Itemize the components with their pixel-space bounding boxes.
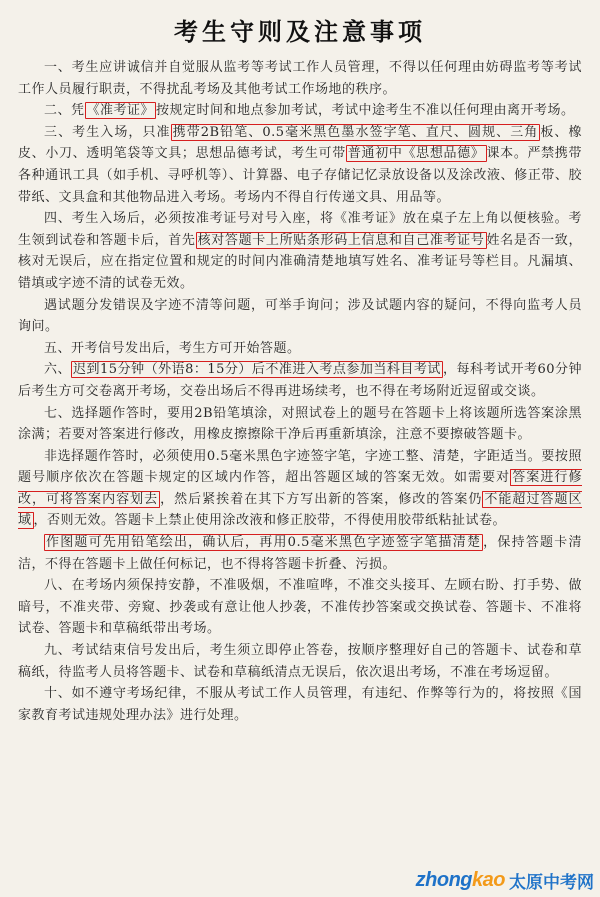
rule-text: 姓名是否一致，核对无误后，应在指定位置和规定的时间内准确清楚地填写姓名、准考证号等栏目。凡漏填、错填或字迹不清的试卷无效。 [18, 232, 582, 291]
highlighted-text: 答案进行修改，可将答案内容划去 [18, 470, 582, 507]
watermark-site-name: 太原中考网 [509, 872, 594, 892]
rule-paragraph [18, 446, 582, 532]
rule-text: 课本。严禁携带各种通讯工具（如手机、寻呼机等）、计算器、电子存储记忆录放设备以及涂改液、修正带、胶带纸、文具盒和其他物品进入考场。考场内不得自行传递文具、用品等。 [18, 146, 582, 205]
rule-text: ，保持答题卡清洁，不得在答题卡上做任何标记，也不得将答题卡折叠、污损。 [18, 535, 582, 572]
rule-text: 六、 [44, 362, 72, 378]
rule-paragraph [18, 640, 582, 683]
document-title: 考生守则及注意事项 [174, 17, 426, 46]
rule-text: 十、如不遵守考场纪律，不服从考试工作人员管理，有违纪、作弊等行为的，将按照《国家教育考试违规处理办法》进行处理。 [18, 686, 582, 723]
highlighted-text: 普通初中《思想品德》 [347, 146, 485, 162]
rule-text: 五、开考信号发出后，考生方可开始答题。 [44, 340, 301, 356]
rule-text: 非选择题作答时，必须使用0.5毫米黑色字迹签字笔，字迹工整、清楚，字距适当。要按照题号顺序依次在答题卡规定的区域内作答，超出答题区域的答案无效。如需要对 [18, 448, 582, 486]
highlighted-text: 迟到15分钟（外语8：15分）后不准进入考点参加当科目考试 [73, 362, 441, 378]
rule-paragraph [18, 403, 582, 446]
rules-body [18, 57, 582, 726]
highlighted-text: 作图题可先用铅笔绘出，确认后，再用0.5毫米黑色字迹签字笔描清楚 [46, 535, 482, 551]
highlighted-text: 携带2B铅笔、0.5毫米黑色墨水签字笔、直尺、圆规、三角 [172, 124, 539, 140]
rule-paragraph [18, 57, 582, 100]
rule-paragraph [18, 338, 582, 360]
rule-paragraph [18, 532, 582, 575]
watermark-kao: kao [472, 868, 505, 891]
highlighted-text: 《准考证》 [86, 103, 155, 119]
rule-text: 遇试题分发错误及字迹不清等问题，可举手询问；涉及试题内容的疑问，不得向监考人员询问。 [18, 297, 582, 335]
rule-paragraph [18, 208, 582, 294]
rule-text: 按规定时间和地点参加考试，考试中途考生不准以任何理由离开考场。 [156, 103, 575, 119]
rule-text: 四、考生入场后，必须按准考证号对号入座，将《准考证》放在桌子左上角以便核验。考生领到试卷和答题卡后，首先 [18, 211, 582, 248]
rule-text: 一、考生应讲诚信并自觉服从监考等考试工作人员管理，不得以任何理由妨碍监考等考试工作人员履行职责，不得扰乱考场及其他考试工作场地的秩序。 [18, 60, 582, 97]
site-watermark [410, 867, 594, 893]
watermark-zhong: zhong [415, 868, 473, 891]
rule-text: 板、橡皮、小刀、透明笔袋等文具；思想品德考试，考生可带 [18, 124, 582, 162]
rule-paragraph [18, 295, 582, 338]
rule-text: ，然后紧挨着在其下方写出新的答案，修改的答案仍 [160, 491, 483, 507]
rule-text: ，每科考试开考60分钟后考生方可交卷离开考场，交卷出场后不得再进场续考，也不得在考场附近逗留或交谈。 [18, 362, 582, 399]
rule-text: 七、选择题作答时，要用2B铅笔填涂，对照试卷上的题号在答题卡上将该题所选答案涂黑涂满；若要对答案进行修改，用橡皮擦擦除干净后再重新填涂，注意不要擦破答题卡。 [18, 405, 582, 443]
rule-text: 二、凭 [44, 103, 85, 119]
highlighted-text: 不能超过答题区域 [18, 491, 582, 529]
rule-paragraph [18, 122, 582, 208]
rule-text: 九、考试结束信号发出后，考生须立即停止答卷，按顺序整理好自己的答题卡、试卷和草稿纸，待监考人员将答题卡、试卷和草稿纸清点无误后，依次退出考场，不准在考场逗留。 [18, 643, 582, 680]
highlighted-text: 核对答题卡上所贴条形码上信息和自己准考证号 [197, 232, 485, 248]
rule-paragraph [18, 100, 582, 122]
rule-text: ，否则无效。答题卡上禁止使用涂改液和修正胶带，不得使用胶带纸粘扯试卷。 [33, 513, 507, 529]
rule-paragraph [18, 683, 582, 726]
rule-paragraph [18, 359, 582, 402]
rule-text: 八、在考场内须保持安静，不准吸烟，不准喧哗，不准交头接耳、左顾右盼、打手势、做暗号，不准夹带、旁窥、抄袭或有意让他人抄袭，不准传抄答案或交换试卷、答题卡、不准将试卷、答题卡和草稿纸带出考场。 [18, 578, 582, 637]
rule-paragraph [18, 575, 582, 640]
rule-text: 三、考生入场，只准 [44, 124, 171, 140]
